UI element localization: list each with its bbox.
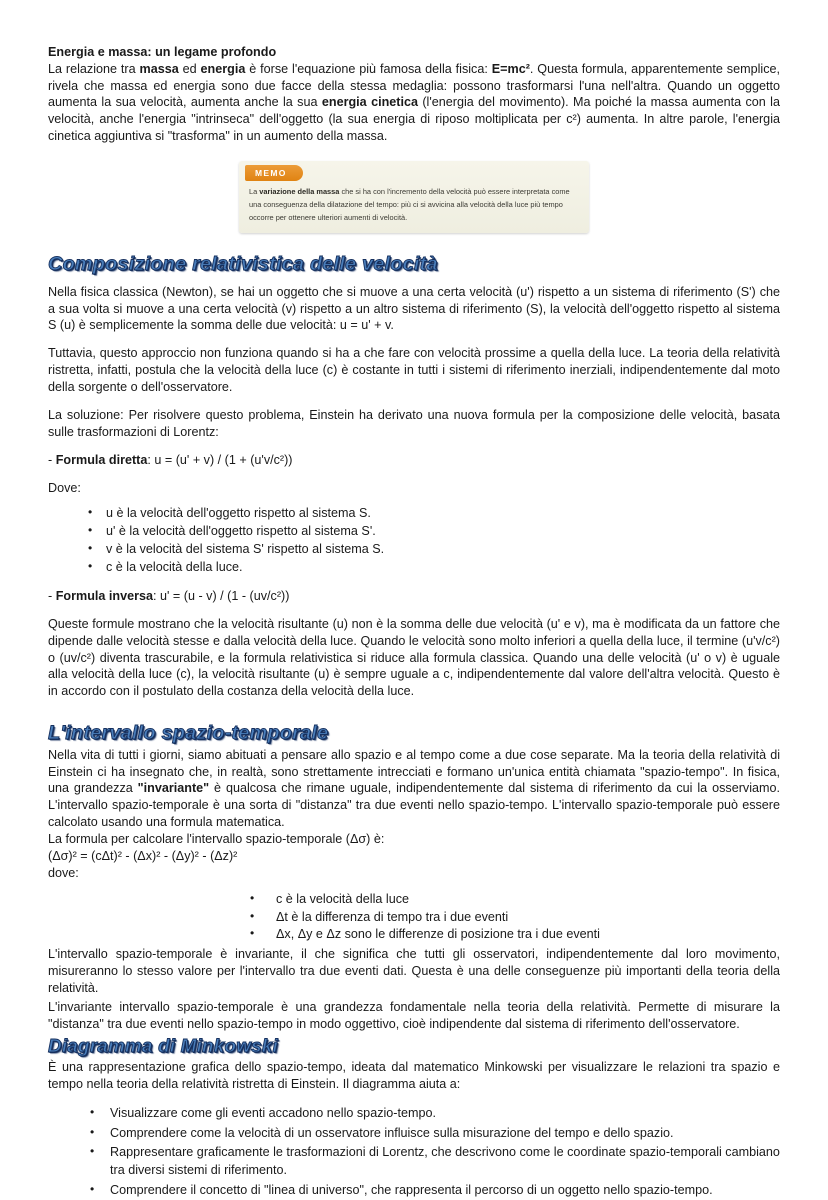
formula-diretta-expression: : u = (u' + v) / (1 + (u'v/c²))	[147, 452, 293, 467]
formula-inversa-line	[48, 588, 780, 605]
list-item: • u è la velocità dell'oggetto rispetto al sistema S.	[106, 505, 780, 523]
list-item: • c è la velocità della luce.	[106, 559, 780, 577]
paragraph-energia-massa	[48, 61, 780, 145]
list-item: • Rappresentare graficamente le trasformazioni di Lorentz, che descrivono come le coordinate spazio-temporali cambiano tra diversi sistemi di riferimento.	[110, 1144, 780, 1180]
text-fragment: . Questa formula, apparentemente semplice, rivela che massa ed energia sono due facce della stessa medaglia: possono trasformarsi l'una nell'altra. Quando un oggetto aumenta la sua velocità, aumenta anche la sua	[48, 61, 780, 110]
bold-invariante: "invariante"	[137, 781, 210, 796]
bullet-list-composizione	[48, 505, 780, 577]
paragraph-intervallo-2: L'intervallo spazio-temporale è invariante, il che significa che tutti gli osservatori, indipendentemente dal loro movimento, misureranno lo stesso valore per l'intervallo tra due eventi dati. Questa è una delle conseguenze più importanti della teoria della relatività.	[48, 947, 780, 996]
text-fragment: è qualcosa che rimane uguale, indipendentemente dal sistema di riferimento da cui la osserviamo. L'intervallo spazio-temporale è una sorta di "distanza" tra due eventi nello spazio-tempo. L'intervallo spazio-temporale può essere calcolato usando una formula matematica.	[48, 781, 780, 830]
text-fragment: Nella vita di tutti i giorni, siamo abituati a pensare allo spazio e al tempo come a due cose separate. Ma la teoria della relatività di Einstein ci ha insegnato che, in realtà, sono strettamente intrecciati e formano un'unica entità chiamata "spazio-tempo". In fisica, una grandezza	[48, 747, 780, 796]
text-fragment: (l'energia del movimento). Ma poiché la massa aumenta con la velocità, anche l'energia "intrinseca" dell'oggetto (la sua energia di riposo moltiplicata per c²) aumenta. In altre parole, l'energia cinetica aggiuntiva si "trasforma" in un aumento della massa.	[48, 95, 780, 144]
text-fragment: che si ha con l'incremento della velocità può essere interpretata come una conseguenza della dilatazione del tempo: più ci si avvicina alla velocità della luce più tempo occorre per ottenere ulteriori aumenti di velocità.	[249, 187, 570, 222]
paragraph-composizione-1: Nella fisica classica (Newton), se hai un oggetto che si muove a una certa velocità (u') rispetto a un sistema di riferimento (S') che a sua volta si muove a una certa velocità (v) rispetto a un altro sistema di riferimento (S), la velocità dell'oggetto rispetto al sistema S (u) è semplicemente la somma delle due velocità: u = u' + v.	[48, 284, 780, 333]
text-fragment: -	[48, 452, 56, 467]
formula-intervallo-expression: (Δσ)² = (cΔt)² - (Δx)² - (Δy)² - (Δz)²	[48, 848, 238, 863]
label-dove-intervallo: dove:	[48, 865, 79, 880]
bold-energia-cinetica: energia cinetica	[321, 95, 418, 110]
list-item: • v è la velocità del sistema S' rispetto al sistema S.	[106, 541, 780, 559]
paragraph-composizione-3: La soluzione: Per risolvere questo problema, Einstein ha derivato una nuova formula per la composizione delle velocità, basata sulle trasformazioni di Lorentz:	[48, 407, 780, 439]
bold-massa: massa	[139, 61, 179, 76]
paragraph-minkowski-1: È una rappresentazione grafica dello spazio-tempo, ideata dal matematico Minkowski per visualizzare le relazioni tra spazio e tempo nella teoria della relatività ristretta di Einstein. Il diagramma aiuta a:	[48, 1059, 780, 1091]
paragraph-intervallo-3: L'invariante intervallo spazio-temporale è una grandezza fondamentale nella teoria della relatività. Permette di misurare la "distanza" tra due eventi nello spazio-tempo in modo oggettivo, cioè indipendente dal sistema di riferimento dell'osservatore.	[48, 999, 780, 1031]
bold-formula-emc2: E=mc²	[491, 61, 530, 76]
paragraph-composizione-2: Tuttavia, questo approccio non funziona quando si ha a che fare con velocità prossime a quella della luce. La teoria della relatività ristretta, infatti, postula che la velocità della luce (c) è costante in tutti i sistemi di riferimento inerziali, indipendentemente dal moto della sorgente o dell'osservatore.	[48, 346, 780, 395]
list-item: • c è la velocità della luce	[276, 891, 780, 909]
section-heading-composizione-relativistica: Composizione relativistica delle velocità	[48, 253, 438, 276]
section-heading-energia-massa: Energia e massa: un legame profondo	[48, 45, 277, 59]
text-fragment: è forse l'equazione più famosa della fisica:	[245, 61, 492, 76]
label-formula-diretta: Formula diretta	[55, 452, 148, 467]
label-formula-inversa: Formula inversa	[55, 588, 153, 603]
list-item: • Visualizzare come gli eventi accadono nello spazio-tempo.	[110, 1105, 780, 1123]
list-item: • Comprendere come la velocità di un osservatore influisce sulla misurazione del tempo e dello spazio.	[110, 1125, 780, 1143]
bullet-list-intervallo	[48, 891, 780, 945]
list-item: • u' è la velocità dell'oggetto rispetto al sistema S'.	[106, 523, 780, 541]
paragraph-intervallo-1	[48, 747, 780, 831]
memo-body-text	[239, 186, 589, 224]
list-item: • Δt è la differenza di tempo tra i due eventi	[276, 909, 780, 927]
section-heading-intervallo-spazio-temporale: L'intervallo spazio-temporale	[48, 722, 329, 745]
list-item: • Δx, Δy e Δz sono le differenze di posizione tra i due eventi	[276, 926, 780, 944]
bullet-list-minkowski	[48, 1105, 780, 1200]
memo-tab-label: MEMO	[245, 165, 303, 181]
text-fragment: La relazione tra	[48, 61, 140, 76]
text-fragment: ed	[178, 61, 201, 76]
formula-inversa-expression: : u' = (u - v) / (1 - (uv/c²))	[153, 588, 290, 603]
memo-callout-wrapper	[48, 161, 780, 233]
text-fragment: La	[249, 187, 260, 197]
text-fragment: -	[48, 588, 56, 603]
bold-energia: energia	[200, 61, 246, 76]
label-dove-composizione: Dove:	[48, 480, 81, 495]
formula-intro-intervallo: La formula per calcolare l'intervallo spazio-temporale (Δσ) è:	[48, 832, 385, 847]
section-heading-diagramma-minkowski: Diagramma di Minkowski	[48, 1034, 278, 1056]
paragraph-composizione-4: Queste formule mostrano che la velocità risultante (u) non è la somma delle due velocità (u' e v), ma è modificata da un fattore che dipende dalle velocità stesse e dalla velocità della luce. Quando le velocità sono molto inferiori a quella della luce, il termine (u'v/c²) o (uv/c²) diventa trascurabile, e la formula relativistica si riduce alla formula classica. Quando una delle velocità (u' o v) è uguale alla velocità della luce (c), la velocità risultante (u) è sempre uguale a c, indipendentemente dal valore dell'altra velocità. Questo è in accordo con il postulato della costanza della velocità della luce.	[48, 616, 780, 699]
memo-callout	[239, 161, 589, 233]
bold-variazione-massa: variazione della massa	[259, 187, 340, 197]
formula-diretta-line	[48, 452, 780, 469]
list-item: • Comprendere il concetto di "linea di universo", che rappresenta il percorso di un oggetto nello spazio-tempo.	[110, 1182, 780, 1200]
